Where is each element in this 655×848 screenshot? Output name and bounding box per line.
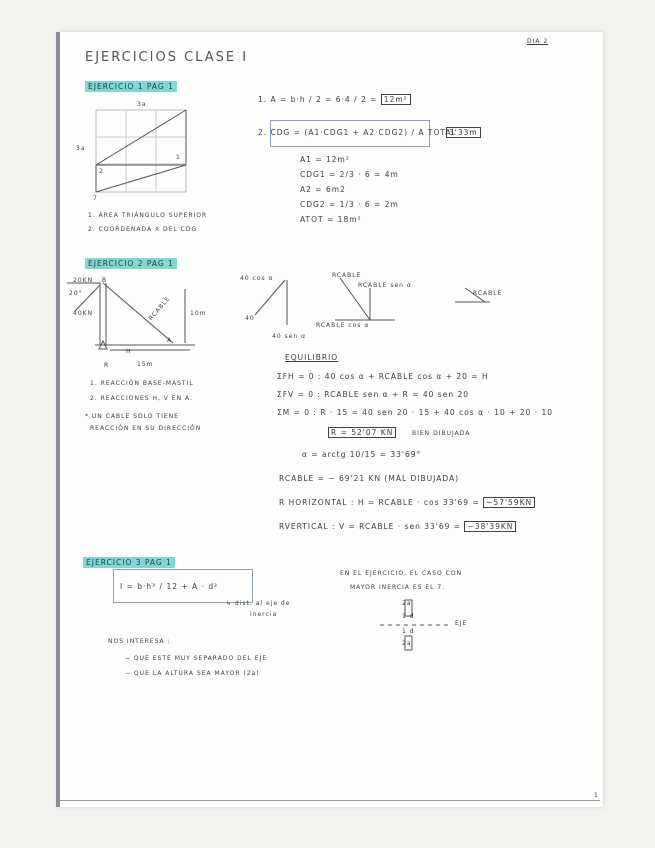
angle-label: 20° (69, 290, 83, 297)
task-item: 2. COORDENADA X DEL CDG (88, 226, 198, 233)
rcable-line: RCABLE = − 69'21 KN (MAL DIBUJADA) (279, 474, 460, 483)
section-label: 2a (402, 640, 412, 647)
section-label: 2a (402, 600, 412, 607)
force-label: 40 cos α (240, 275, 274, 282)
task-item: 1. ÁREA TRIÁNGULO SUPERIOR (88, 212, 208, 219)
dimension-label: 15m (137, 361, 154, 368)
alpha-line: α = arctg 10/15 = 33'69° (302, 450, 422, 459)
rv-text: RVERTICAL : V = RCABLE · sen 33'69 = (279, 522, 462, 531)
equation-line: ΣM = 0 : R · 15 = 40 sen 20 · 15 + 40 cos α · 10 + 20 · 10 (277, 408, 554, 417)
page-number: 1 (594, 792, 599, 799)
cdg-result: 3'33m (446, 127, 481, 138)
force-label: RCABLE (332, 272, 362, 279)
corner-label: 7 (93, 195, 98, 202)
equation-line: ΣFV = 0 : RCABLE sen α + R = 40 sen 20 (277, 390, 470, 399)
force-label: R (104, 362, 110, 369)
area-result: 12m² (381, 94, 411, 105)
step-line: CDG1 = 2/3 · 6 = 4m (300, 170, 399, 179)
section-label: 1 d (402, 628, 415, 635)
force-label: 40 (245, 315, 255, 322)
inertia-formula: I = b·h³ / 12 + A · d² (120, 582, 219, 591)
exercise-2-mast-diagram (65, 275, 205, 375)
cdg-formula-text: 2. CDG = (A1·CDG1 + A2·CDG2) / A TOTAL (258, 128, 457, 137)
conclusion-line: MAYOR INERCIA ES EL 7. (350, 584, 446, 591)
exercise-3-heading: EJERCICIO 3 PAG 1 (83, 557, 175, 568)
exercise-1-heading: EJERCICIO 1 PAG 1 (85, 81, 177, 92)
formula-annotation: ↳ dist. al eje de (226, 600, 291, 607)
section-label: 1 d (402, 613, 415, 620)
equation-line: ΣFH = 0 : 40 cos α + RCABLE cos α + 20 = H (277, 372, 489, 381)
conclusion-line: EN EL EJERCICIO, EL CASO CON (340, 570, 463, 577)
interest-point: − QUE ESTÉ MUY SEPARADO DEL EJE (125, 655, 268, 662)
dimension-label: 3a (137, 101, 147, 108)
force-decomposition-diagrams (235, 270, 495, 340)
dimension-label: 3a (76, 145, 86, 152)
force-label: 40 sen α (272, 333, 307, 340)
rh-result: −57'59KN (483, 497, 535, 508)
cdg-formula (258, 128, 457, 137)
day-label: DIA 2 (527, 38, 549, 45)
rh-line (279, 498, 535, 507)
equilibrium-heading: EQUILIBRIO (285, 353, 339, 362)
step-line: ATOT = 18m² (300, 215, 362, 224)
force-label: RCABLE sen α (358, 282, 412, 289)
step-line: A1 = 12m² (300, 155, 350, 164)
interest-heading: NOS INTERESA : (108, 638, 171, 645)
force-label: H (126, 348, 132, 355)
exercise-3-section-diagram (375, 598, 495, 653)
task-item: 1. REACCIÓN BASE-MÁSTIL (90, 380, 194, 387)
area-formula (258, 95, 411, 104)
region-label: 1 (176, 154, 181, 161)
force-label: 20KN (73, 277, 94, 284)
interest-point: − QUE LA ALTURA SEA MAYOR (2a) (125, 670, 260, 677)
r-result: R = 52'07 KN (328, 427, 396, 438)
exercise-1-diagram (90, 105, 200, 200)
formula-annotation: inercia (250, 611, 278, 618)
area-formula-text: 1. A = b·h / 2 = 6·4 / 2 = (258, 95, 378, 104)
step-line: CDG2 = 1/3 · 6 = 2m (300, 200, 399, 209)
r-note: BIEN DIBUJADA (412, 430, 471, 437)
page-title: EJERCICIOS CLASE I (85, 50, 249, 65)
rh-text: R HORIZONTAL : H = RCABLE · cos 33'69 = (279, 498, 480, 507)
task-item: 2. REACCIONES H, V EN A. (90, 395, 193, 402)
bottom-rule (60, 800, 600, 801)
force-label: RCABLE cos α (316, 322, 370, 329)
dimension-label: 10m (190, 310, 207, 317)
page-binding (56, 32, 60, 807)
rv-line (279, 522, 516, 531)
force-label: 40KN (73, 310, 94, 317)
region-label: 2 (99, 168, 104, 175)
note-line: REACCIÓN EN SU DIRECCIÓN (90, 425, 202, 432)
cable-label: RCABLE (147, 294, 172, 323)
force-label: RCABLE (473, 290, 503, 297)
point-label: A (167, 337, 173, 344)
step-line: A2 = 6m2 (300, 185, 346, 194)
exercise-2-heading: EJERCICIO 2 PAG 1 (85, 258, 177, 269)
point-label: B (102, 277, 108, 284)
axis-label: EJE (455, 620, 468, 627)
rv-result: −38'39KN (464, 521, 516, 532)
note-line: * UN CABLE SOLO TIENE (85, 413, 179, 420)
